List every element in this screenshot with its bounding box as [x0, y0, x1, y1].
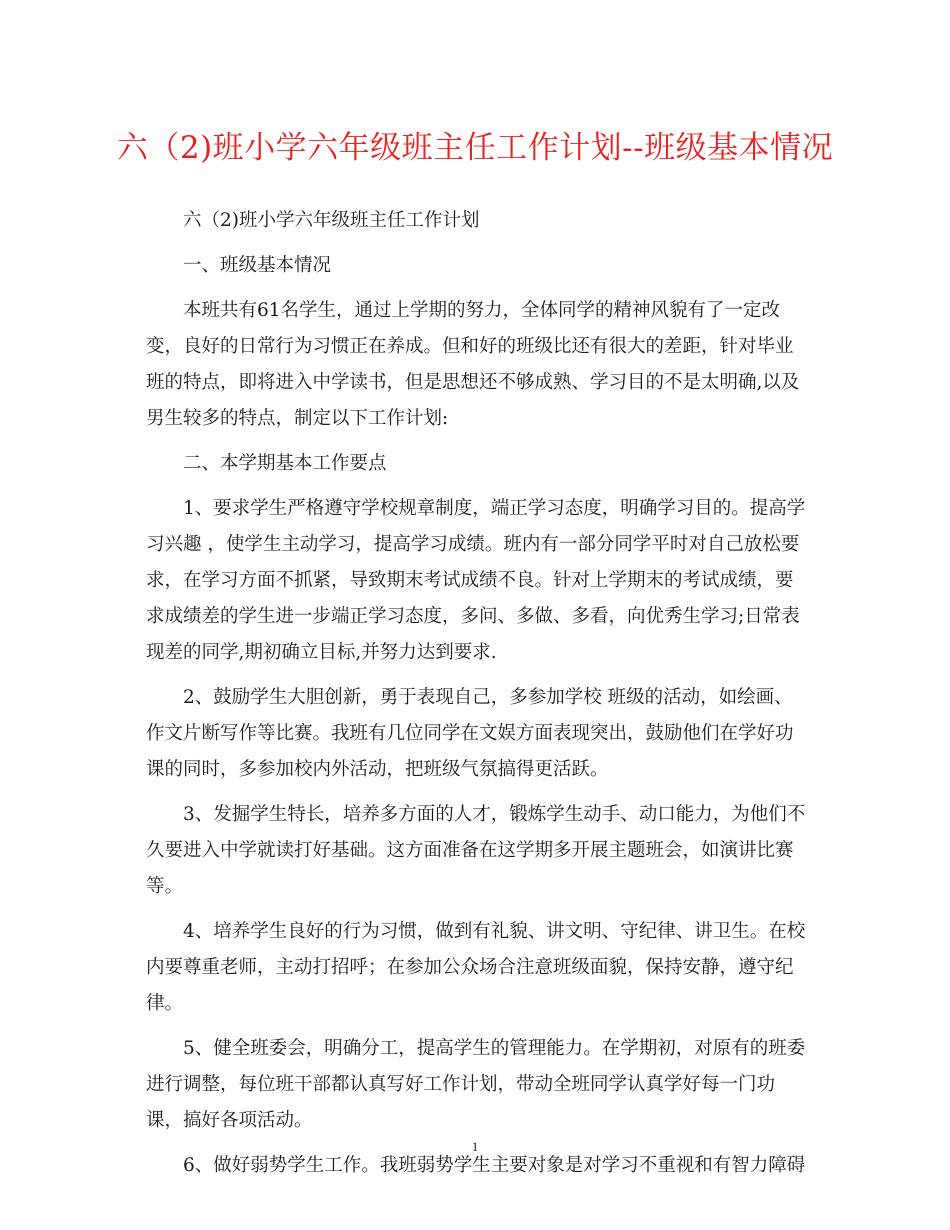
- paragraph-gap: [146, 1022, 806, 1031]
- text-line: 课，搞好各项活动。: [146, 1110, 313, 1131]
- document-body: [146, 203, 806, 1184]
- text-line: 变，良好的日常行为习惯正在养成。但和好的班级比还有很大的差距，针对毕业: [146, 336, 794, 357]
- paragraph-gap: [146, 905, 806, 914]
- paragraph-gap: [146, 671, 806, 680]
- text-line: 六（2)班小学六年级班主任工作计划: [183, 210, 480, 231]
- text-line: 作文片断写作等比赛。我班有几位同学在文娱方面表现突出，鼓励他们在学好功: [146, 723, 794, 744]
- paragraph-gap: [146, 437, 806, 446]
- text-line: 2、鼓励学生大胆创新，勇于表现自己，多参加学校 班级的活动，如绘画、: [183, 687, 793, 708]
- text-line: 班的特点，即将进入中学读书，但是思想还不够成熟、学习目的不是太明确,以及: [146, 372, 800, 393]
- paragraph-gap: [146, 284, 806, 293]
- text-line: 现差的同学,期初确立目标,并努力达到要求.: [146, 642, 497, 663]
- paragraph-gap: [146, 239, 806, 248]
- text-line: 内要尊重老师，主动打招呼；在参加公众场合注意班级面貌，保持安静，遵守纪: [146, 957, 794, 978]
- text-line: 1、要求学生严格遵守学校规章制度，端正学习态度，明确学习目的。提高学: [183, 498, 806, 519]
- text-line: 4、培养学生良好的行为习惯，做到有礼貌、讲文明、守纪律、讲卫生。在校: [183, 921, 806, 942]
- text-line: 律。: [146, 993, 184, 1014]
- page-number: 1: [471, 1139, 479, 1154]
- paragraph-gap: [146, 788, 806, 797]
- text-line: 男生较多的特点，制定以下工作计划:: [146, 408, 449, 429]
- text-line: 等。: [146, 876, 184, 897]
- paragraph-gap: [146, 482, 806, 491]
- text-line: 二、本学期基本工作要点: [183, 453, 387, 474]
- text-line: 求，在学习方面不抓紧，导致期末考试成绩不良。针对上学期末的考试成绩，要: [146, 570, 794, 591]
- text-line: 一、班级基本情况: [183, 255, 332, 276]
- text-line: 本班共有61名学生，通过上学期的努力，全体同学的精神风貌有了一定改: [183, 300, 781, 321]
- text-line: 课的同时，多参加校内外活动，把班级气氛搞得更活跃。: [146, 759, 609, 780]
- text-line: 进行调整，每位班干部都认真写好工作计划，带动全班同学认真学好每一门功: [146, 1074, 776, 1095]
- text-line: 习兴趣 ，使学生主动学习，提高学习成绩。班内有一部分同学平时对自己放松要: [146, 534, 800, 555]
- text-line: 求成绩差的学生进一步端正学习态度，多问、多做、多看，向优秀生学习;日常表: [146, 606, 800, 627]
- text-line: 5、健全班委会，明确分工，提高学生的管理能力。在学期初，对原有的班委: [183, 1038, 806, 1059]
- text-line: 3、发掘学生特长，培养多方面的人才，锻炼学生动手、动口能力，为他们不: [183, 804, 806, 825]
- document-title: 六（2)班小学六年级班主任工作计划--班级基本情况: [116, 130, 834, 166]
- text-line: 6、做好弱势学生工作。我班弱势学生主要对象是对学习不重视和有智力障碍: [183, 1155, 806, 1176]
- text-line: 久要进入中学就读打好基础。这方面准备在这学期多开展主题班会，如演讲比赛: [146, 840, 794, 861]
